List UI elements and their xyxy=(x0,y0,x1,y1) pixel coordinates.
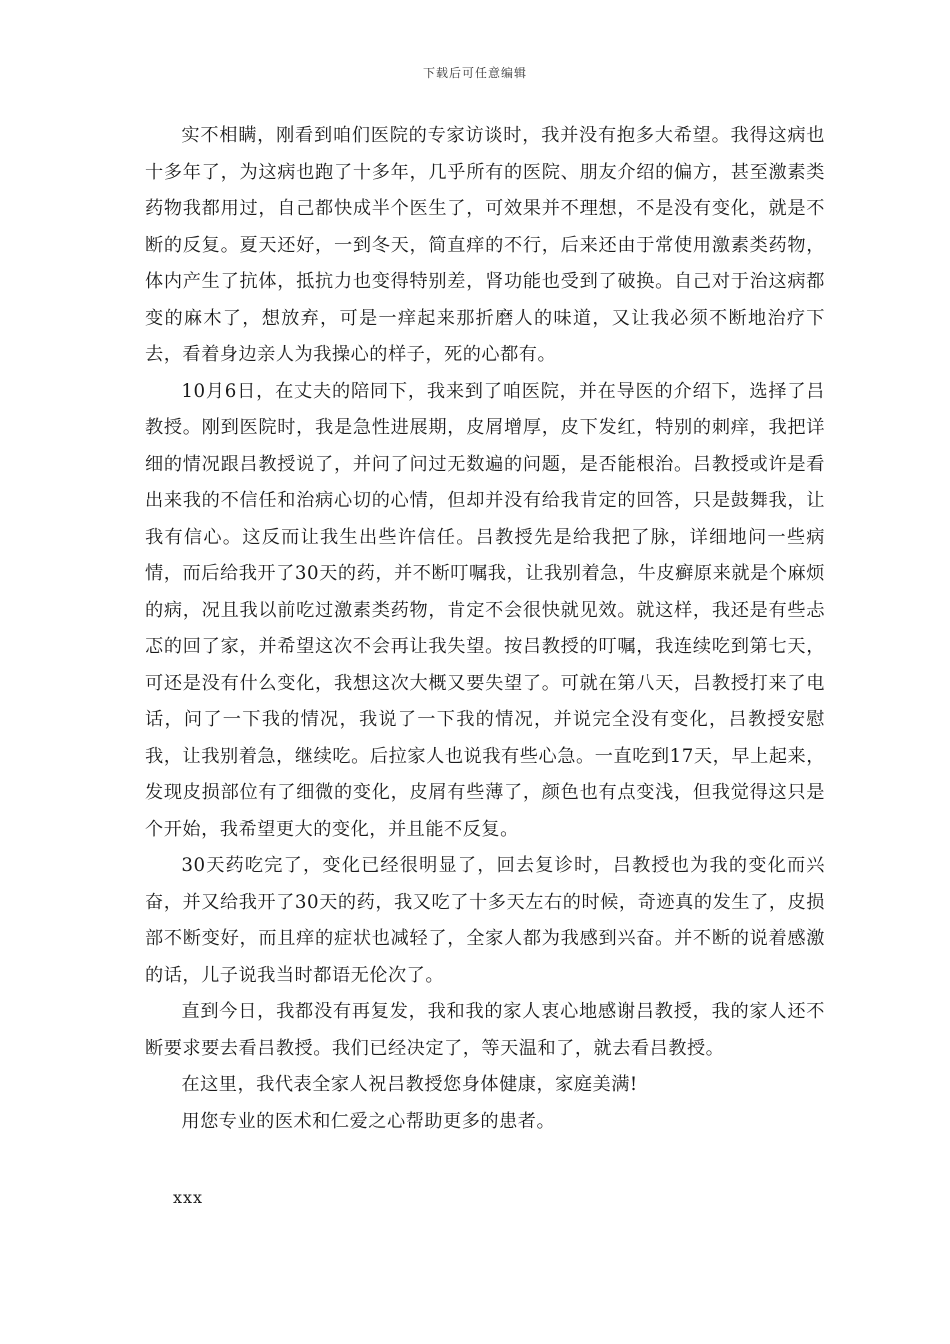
paragraph-5: 在这里，我代表全家人祝吕教授您身体健康，家庭美满! xyxy=(181,1074,638,1095)
paragraph-2: 10月6日，在丈夫的陪同下，我来到了咱医院，并在导医的介绍下，选择了吕教授。刚到医院时，我是急性进展期，皮屑增厚，皮下发红，特别的刺痒，我把详细的情况跟吕教授说了，并问了问过无数遍的问题，是否能根治。吕教授或许是看出来我的不信任和治病心切的心情，但却并没有给我肯定的回答，只是鼓舞我，让我有信心。这反而让我生出些许信任。吕教授先是给我把了脉，详细地问一些病情，而后给我开了30天的药，并不断叮嘱我，让我别着急，牛皮癣原来就是个麻烦的病，况且我以前吃过激素类药物，肯定不会很快就见效。就这样，我还是有些忐忑的回了家，并希望这次不会再让我失望。按吕教授的叮嘱，我连续吃到第七天，可还是没有什么变化，我想这次大概又要失望了。可就在第八天，吕教授打来了电话，问了一下我的情况，我说了一下我的情况，并说完全没有变化，吕教授安慰我，让我别着急，继续吃。后拉家人也说我有些心急。一直吃到17天，早上起来，发现皮损部位有了细微的变化，皮屑有些薄了，颜色也有点变浅，但我觉得这只是个开始，我希望更大的变化，并且能不反复。 xyxy=(145,380,825,840)
signature: xxx xyxy=(173,1188,204,1207)
letter-body xyxy=(145,118,825,1140)
paragraph-4: 直到今日，我都没有再复发，我和我的家人衷心地感谢吕教授，我的家人还不断要求要去看吕教授。我们已经决定了，等天温和了，就去看吕教授。 xyxy=(145,1001,825,1059)
paragraph-3: 30天药吃完了，变化已经很明显了，回去复诊时，吕教授也为我的变化而兴奋，并又给我开了30天的药，我又吃了十多天左右的时候，奇迹真的发生了，皮损部不断变好，而且痒的症状也减轻了，全家人都为我感到兴奋。并不断的说着感激的话，儿子说我当时都语无伦次了。 xyxy=(145,855,825,986)
paragraph-6: 用您专业的医术和仁爱之心帮助更多的患者。 xyxy=(181,1110,556,1132)
page-header-note: 下载后可任意编辑 xyxy=(422,66,527,80)
paragraph-1: 实不相瞒，刚看到咱们医院的专家访谈时，我并没有抱多大希望。我得这病也十多年了，为这病也跑了十多年，几乎所有的医院、朋友介绍的偏方，甚至激素类药物我都用过，自己都快成半个医生了，可效果并不理想，不是没有变化，就是不断的反复。夏天还好，一到冬天，简直痒的不行，后来还由于常使用激素类药物，体内产生了抗体，抵抗力也变得特别差，肾功能也受到了破换。自己对于治这病都变的麻木了，想放弃，可是一痒起来那折磨人的味道，又让我必须不断地治疗下去，看着身边亲人为我操心的样子，死的心都有。 xyxy=(145,125,825,365)
